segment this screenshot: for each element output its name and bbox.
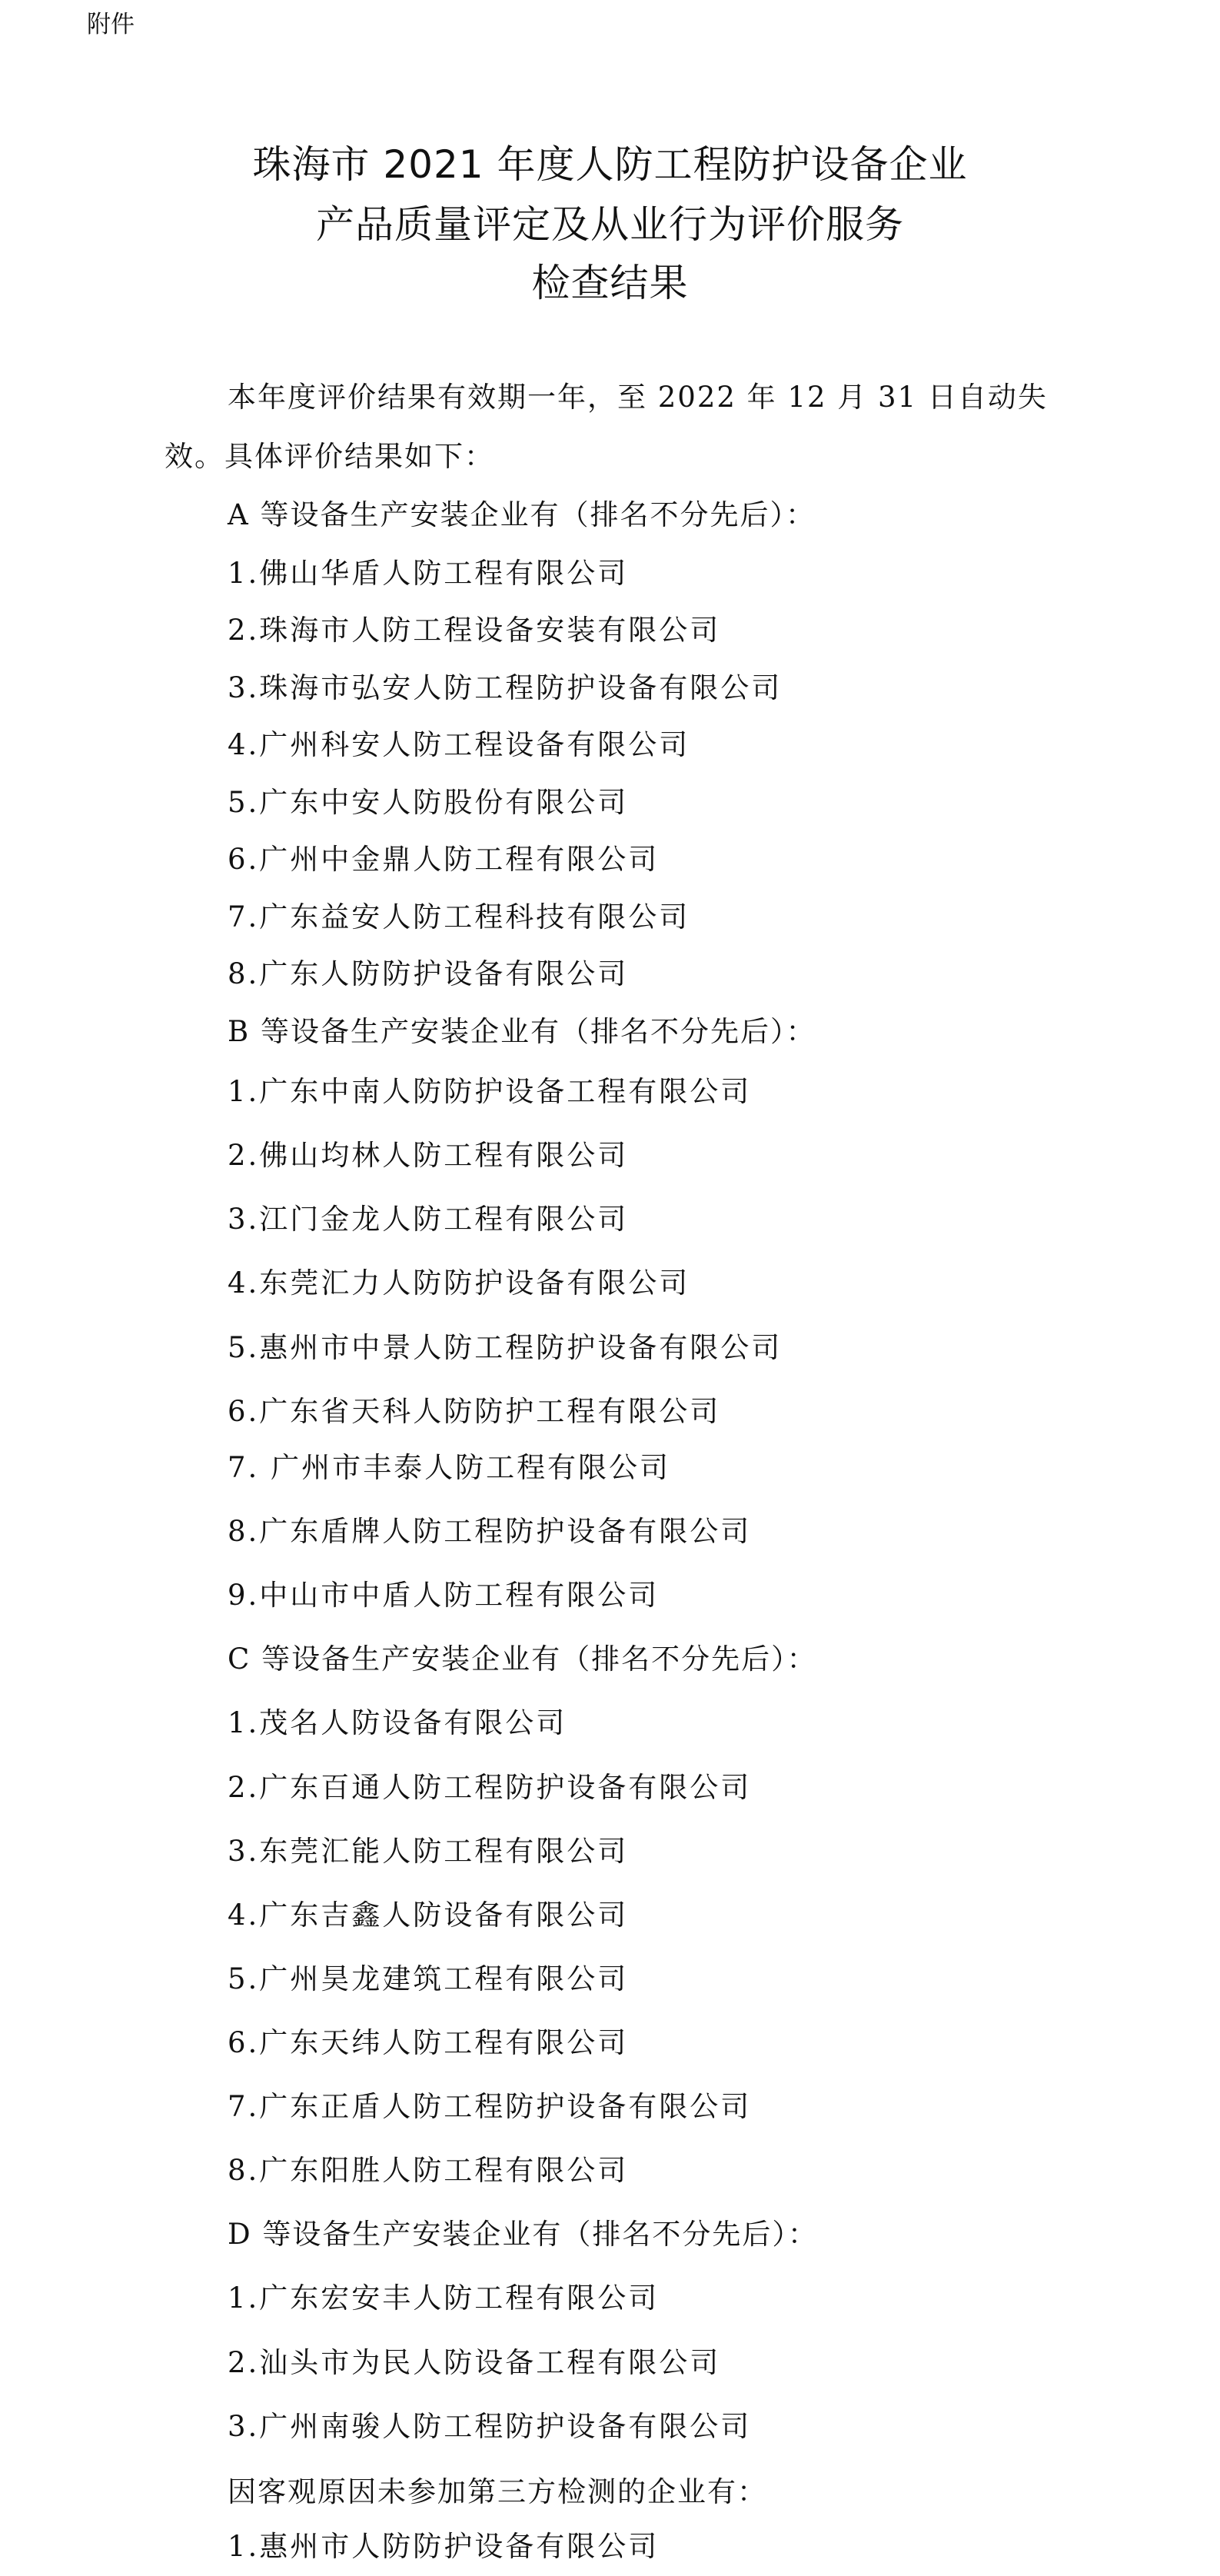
intro-line-2: 效。具体评价结果如下：	[165, 440, 494, 473]
grade-a-item: 3.珠海市弘安人防工程防护设备有限公司	[228, 671, 783, 704]
grade-a-heading: A 等设备生产安装企业有（排名不分先后）：	[228, 498, 816, 531]
grade-c-heading: C 等设备生产安装企业有（排名不分先后）：	[228, 1642, 817, 1676]
document-title-line-3: 检查结果	[531, 261, 689, 305]
document-title-line-2: 产品质量评定及从业行为评价服务	[316, 202, 904, 247]
grade-b-item: 4.东莞汇力人防防护设备有限公司	[228, 1266, 690, 1300]
grade-c-item: 8.广东阳胜人防工程有限公司	[228, 2154, 629, 2187]
grade-c-item: 5.广州昊龙建筑工程有限公司	[228, 1962, 629, 1995]
grade-d-item: 3.广州南骏人防工程防护设备有限公司	[228, 2410, 752, 2443]
grade-d-heading: D 等设备生产安装企业有（排名不分先后）：	[228, 2218, 818, 2251]
grade-b-item: 6.广东省天科人防防护工程有限公司	[228, 1395, 721, 1428]
grade-c-item: 6.广东天纬人防工程有限公司	[228, 2026, 629, 2059]
intro-line-1: 本年度评价结果有效期一年，至 2022 年 12 月 31 日自动失	[228, 381, 1048, 414]
grade-c-item: 7.广东正盾人防工程防护设备有限公司	[228, 2090, 752, 2123]
grade-a-item: 5.广东中安人防股份有限公司	[228, 786, 629, 819]
grade-b-item: 8.广东盾牌人防工程防护设备有限公司	[228, 1515, 752, 1548]
grade-a-item: 7.广东益安人防工程科技有限公司	[228, 900, 690, 934]
grade-b-heading: B 等设备生产安装企业有（排名不分先后）：	[228, 1015, 816, 1048]
attachment-label: 附件	[87, 11, 135, 38]
grade-c-item: 3.东莞汇能人防工程有限公司	[228, 1835, 629, 1868]
grade-c-item: 2.广东百通人防工程防护设备有限公司	[228, 1771, 752, 1804]
grade-a-item: 2.珠海市人防工程设备安装有限公司	[228, 614, 721, 647]
grade-d-item: 1.广东宏安丰人防工程有限公司	[228, 2281, 660, 2315]
grade-b-item: 7. 广州市丰泰人防工程有限公司	[228, 1451, 671, 1484]
absent-heading: 因客观原因未参加第三方检测的企业有：	[228, 2475, 767, 2508]
grade-b-item: 9.中山市中盾人防工程有限公司	[228, 1579, 660, 1612]
grade-a-item: 6.广州中金鼎人防工程有限公司	[228, 843, 660, 876]
grade-a-item: 1.佛山华盾人防工程有限公司	[228, 557, 629, 590]
absent-item: 1.惠州市人防防护设备有限公司	[228, 2530, 660, 2563]
grade-a-item: 8.广东人防防护设备有限公司	[228, 957, 629, 990]
grade-d-item: 2.汕头市为民人防设备工程有限公司	[228, 2346, 721, 2379]
grade-b-item: 2.佛山均林人防工程有限公司	[228, 1139, 629, 1172]
grade-a-item: 4.广州科安人防工程设备有限公司	[228, 728, 690, 761]
grade-c-item: 4.广东吉鑫人防设备有限公司	[228, 1899, 629, 1932]
grade-b-item: 1.广东中南人防防护设备工程有限公司	[228, 1075, 752, 1108]
grade-b-item: 3.江门金龙人防工程有限公司	[228, 1203, 629, 1236]
grade-c-item: 1.茂名人防设备有限公司	[228, 1706, 567, 1739]
grade-b-item: 5.惠州市中景人防工程防护设备有限公司	[228, 1331, 783, 1364]
document-title-line-1: 珠海市 2021 年度人防工程防护设备企业	[252, 142, 968, 187]
